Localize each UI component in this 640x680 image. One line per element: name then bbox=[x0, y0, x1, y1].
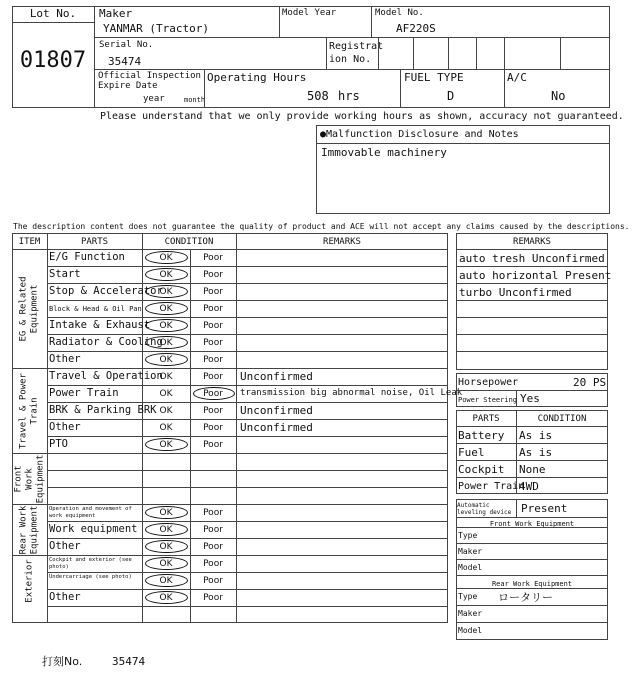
selected-ok-circle bbox=[145, 574, 188, 587]
selected-ok-circle bbox=[145, 302, 188, 315]
side-remark-line: auto tresh Unconfirmed bbox=[459, 252, 605, 265]
poor-option[interactable]: Poor bbox=[203, 338, 223, 348]
spec-part-condition: As is bbox=[519, 429, 553, 442]
item-group-label: Front Work Equipment bbox=[12, 454, 45, 503]
part-label: Operation and movement of work equipment bbox=[49, 506, 132, 519]
ok-option[interactable]: OK bbox=[159, 389, 173, 399]
poor-option[interactable]: Poor bbox=[203, 270, 223, 280]
remark-text: Unconfirmed bbox=[240, 421, 313, 434]
parts-col-header: PARTS bbox=[472, 414, 500, 424]
part-label: Work equipment bbox=[49, 523, 138, 535]
poor-option[interactable]: Poor bbox=[203, 406, 223, 416]
ok-option[interactable]: OK bbox=[159, 406, 173, 416]
lot-number: 01807 bbox=[19, 48, 87, 73]
part-label: Undercarriage (see photo) bbox=[49, 574, 132, 580]
spec-part-name: Fuel bbox=[458, 446, 485, 459]
ok-option[interactable]: OK bbox=[159, 440, 173, 450]
rear-type-value: ロータリー bbox=[498, 591, 553, 604]
selected-ok-circle bbox=[145, 336, 188, 349]
remark-text: Unconfirmed bbox=[240, 404, 313, 417]
part-label: Intake & Exhaust bbox=[49, 319, 151, 331]
poor-option[interactable]: Poor bbox=[203, 355, 223, 365]
year-label: year bbox=[143, 94, 165, 104]
spec-part-condition: 4WD bbox=[519, 480, 539, 493]
selected-poor-circle bbox=[193, 387, 235, 400]
ok-option[interactable]: OK bbox=[159, 355, 173, 365]
maker-label: Maker bbox=[99, 7, 133, 20]
side-remarks-header: REMARKS bbox=[513, 237, 551, 247]
remark-text: transmission big abnormal noise, Oil Leak bbox=[240, 388, 463, 398]
front-maker-label: Maker bbox=[458, 547, 483, 556]
poor-option[interactable]: Poor bbox=[203, 542, 223, 552]
operating-hours-value: 508 bbox=[307, 89, 329, 103]
poor-option[interactable]: Poor bbox=[203, 576, 223, 586]
item-group-label: EG & Related Equipment bbox=[18, 275, 39, 342]
item-group-label: Travel & Power Train bbox=[18, 372, 39, 449]
poor-option[interactable]: Poor bbox=[203, 253, 223, 263]
stamp-value: 35474 bbox=[112, 655, 146, 668]
front-model-label: Model bbox=[458, 563, 483, 572]
ok-option[interactable]: OK bbox=[159, 304, 173, 314]
part-label: Other bbox=[49, 540, 81, 552]
ok-option[interactable]: OK bbox=[159, 576, 173, 586]
parts-header: PARTS bbox=[80, 237, 109, 247]
ok-option[interactable]: OK bbox=[159, 372, 173, 382]
part-label: Radiator & Cooling bbox=[49, 336, 163, 348]
ok-option[interactable]: OK bbox=[159, 253, 173, 263]
auto-leveling-value: Present bbox=[521, 502, 568, 515]
side-remark-line: turbo Unconfirmed bbox=[459, 286, 572, 299]
ok-option[interactable]: OK bbox=[159, 508, 173, 518]
disclaimer-notice: The description content does not guarantee the quality of product and ACE will not accept any claims caused by the descriptions. bbox=[13, 222, 630, 231]
serial-label: Serial No. bbox=[99, 40, 154, 50]
operating-hours-label: Operating Hours bbox=[207, 71, 307, 84]
model-no-value: AF220S bbox=[396, 22, 436, 35]
part-label: BRK & Parking BRK bbox=[49, 404, 157, 416]
poor-option[interactable]: Poor bbox=[203, 287, 223, 297]
rear-equipment-title: Rear Work Equipment bbox=[491, 580, 573, 588]
lot-label: Lot No. bbox=[29, 7, 77, 20]
selected-ok-circle bbox=[145, 319, 188, 332]
model-no-label: Model No. bbox=[375, 8, 424, 18]
ok-option[interactable]: OK bbox=[159, 525, 173, 535]
selected-ok-circle bbox=[145, 353, 188, 366]
model-year-label: Model Year bbox=[282, 8, 337, 18]
horsepower-value: 20 PS bbox=[573, 376, 607, 389]
inspection-label: Official Inspection Expire Date bbox=[98, 71, 201, 91]
ok-option[interactable]: OK bbox=[159, 287, 173, 297]
part-label: Power Train bbox=[49, 387, 119, 399]
ok-option[interactable]: OK bbox=[159, 593, 173, 603]
horsepower-label: Horsepower bbox=[458, 377, 519, 388]
fuel-value: D bbox=[447, 89, 455, 103]
working-hours-notice: Please understand that we only provide working hours as shown, accuracy not guaranteed. bbox=[100, 111, 624, 122]
front-equipment-title: Front Work Equipment bbox=[489, 520, 575, 528]
selected-ok-circle bbox=[145, 285, 188, 298]
part-label: Other bbox=[49, 353, 81, 365]
item-group-label: Rear Work Equipment bbox=[18, 505, 39, 554]
registration-label: Registrat ion No. bbox=[329, 41, 384, 65]
selected-ok-circle bbox=[145, 506, 188, 519]
poor-option[interactable]: Poor bbox=[203, 321, 223, 331]
front-type-label: Type bbox=[458, 531, 478, 540]
selected-ok-circle bbox=[145, 268, 188, 281]
serial-value: 35474 bbox=[108, 55, 142, 68]
poor-option[interactable]: Poor bbox=[203, 304, 223, 314]
spec-part-condition: None bbox=[519, 463, 546, 476]
ok-option[interactable]: OK bbox=[159, 423, 173, 433]
ac-label: A/C bbox=[507, 71, 527, 84]
part-label: Other bbox=[49, 591, 81, 603]
poor-option[interactable]: Poor bbox=[203, 559, 223, 569]
rear-type-label: Type bbox=[458, 592, 478, 601]
part-label: Cockpit and exterior (see photo) bbox=[49, 557, 132, 570]
poor-option[interactable]: Poor bbox=[203, 389, 223, 399]
spec-part-name: Battery bbox=[458, 429, 505, 442]
rear-maker-label: Maker bbox=[458, 609, 483, 618]
part-label: Stop & Accelerator bbox=[49, 285, 163, 297]
part-label: Travel & Operation bbox=[49, 370, 163, 382]
selected-ok-circle bbox=[145, 557, 188, 570]
malfunction-title: ●Malfunction Disclosure and Notes bbox=[320, 129, 519, 140]
ok-option[interactable]: OK bbox=[159, 559, 173, 569]
selected-ok-circle bbox=[145, 251, 188, 264]
selected-ok-circle bbox=[145, 523, 188, 536]
selected-ok-circle bbox=[145, 438, 188, 451]
poor-option[interactable]: Poor bbox=[203, 423, 223, 433]
poor-option[interactable]: Poor bbox=[203, 440, 223, 450]
selected-ok-circle bbox=[145, 540, 188, 553]
part-label: Block & Head & Oil Pan bbox=[49, 305, 142, 313]
part-label: Start bbox=[49, 268, 81, 280]
fuel-label: FUEL TYPE bbox=[404, 71, 464, 84]
remark-text: Unconfirmed bbox=[240, 370, 313, 383]
selected-ok-circle bbox=[145, 591, 188, 604]
spec-part-condition: As is bbox=[519, 446, 553, 459]
spec-part-name: Cockpit bbox=[458, 463, 505, 476]
spec-part-name: Power Train bbox=[458, 481, 525, 492]
month-label: month bbox=[184, 96, 206, 104]
ok-option[interactable]: OK bbox=[159, 338, 173, 348]
power-steering-value: Yes bbox=[520, 392, 540, 405]
item-group-label: Exterior bbox=[23, 558, 34, 603]
part-label: PTO bbox=[49, 438, 68, 450]
power-steering-label: Power Steering bbox=[458, 396, 518, 404]
hours-unit: hrs bbox=[338, 89, 360, 103]
condition-header: CONDITION bbox=[164, 237, 214, 247]
side-remark-line: auto horizontal Present bbox=[459, 269, 612, 282]
stamp-label: 打刻No. bbox=[42, 655, 83, 668]
rear-model-label: Model bbox=[458, 626, 483, 635]
part-label: E/G Function bbox=[49, 251, 125, 263]
part-label: Other bbox=[49, 421, 81, 433]
ac-value: No bbox=[551, 89, 566, 103]
condition-col-header: CONDITION bbox=[537, 414, 587, 424]
ok-option[interactable]: OK bbox=[159, 542, 173, 552]
remarks-header: REMARKS bbox=[323, 237, 361, 247]
ok-option[interactable]: OK bbox=[159, 321, 173, 331]
ok-option[interactable]: OK bbox=[159, 270, 173, 280]
poor-option[interactable]: Poor bbox=[203, 508, 223, 518]
auto-leveling-label: Automatic leveling device bbox=[457, 502, 512, 516]
poor-option[interactable]: Poor bbox=[203, 372, 223, 382]
maker-value: YANMAR (Tractor) bbox=[103, 22, 209, 35]
poor-option[interactable]: Poor bbox=[203, 525, 223, 535]
item-header: ITEM bbox=[18, 237, 41, 247]
malfunction-text: Immovable machinery bbox=[321, 146, 447, 159]
poor-option[interactable]: Poor bbox=[203, 593, 223, 603]
